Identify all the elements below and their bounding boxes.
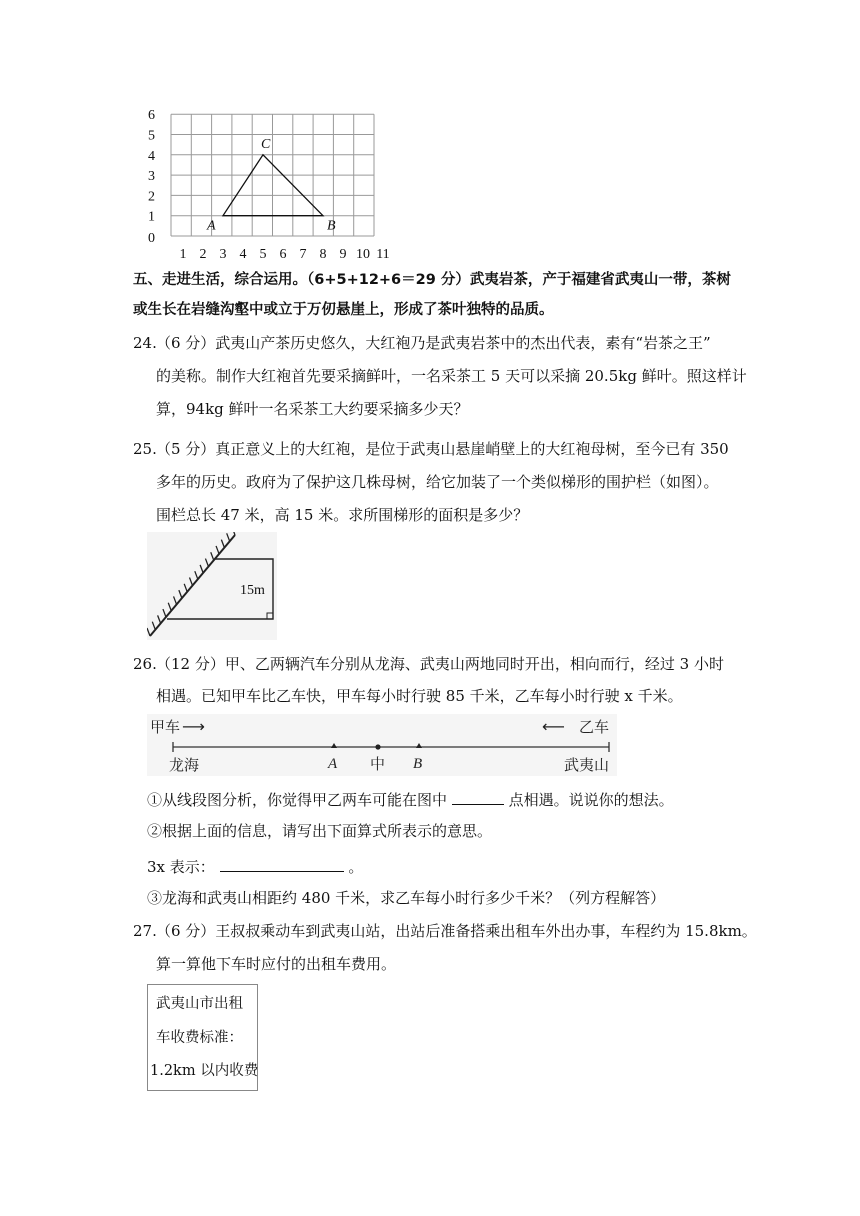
q27-number: 27. [133, 922, 157, 940]
q26-sub2: ②根据上面的信息，请写出下面算式所表示的意思。 [147, 822, 493, 840]
grid-x-tick-label: 11 [376, 247, 390, 262]
taxi-fare-line1: 武夷山市出租 [156, 996, 243, 1012]
grid-x-labels [180, 247, 390, 262]
q26-sub1-suffix: 点相遇。说说你的想法。 [508, 791, 674, 809]
q25-number: 25. [133, 440, 157, 458]
q26-line2: 相遇。已知甲车比乙车快，甲车每小时行驶 85 千米，乙车每小时行驶 x 千米。 [156, 687, 683, 705]
end-label: 武夷山 [564, 756, 610, 774]
q26-segment-diagram [147, 714, 617, 776]
q24-number: 24. [133, 334, 157, 352]
vertex-label-b: B [326, 218, 336, 234]
q24-line3: 算，94kg 鲜叶一名采茶工大约要采摘多少天？ [156, 400, 469, 418]
q24-line2: 的美称。制作大红袍首先要采摘鲜叶，一名采茶工 5 天可以采摘 20.5kg 鲜叶。照这样计 [156, 367, 747, 385]
taxi-fare-line2: 车收费标准： [156, 1030, 243, 1046]
car-b-label: 乙车 [579, 718, 610, 736]
section5-heading-line2: 或生长在岩缝沟壑中或立于万仞悬崖上，形成了茶叶独特的品质。 [133, 302, 554, 318]
grid-x-tick-label: 4 [239, 247, 247, 262]
grid-lines [171, 114, 374, 236]
grid-y-tick-label: 3 [148, 169, 155, 185]
midpoint-label: 中 [370, 755, 386, 773]
grid-x-tick-label: 9 [339, 247, 347, 262]
grid-x-tick-label: 10 [355, 247, 370, 262]
grid-y-tick-label: 6 [148, 108, 155, 124]
grid-x-tick-label: 7 [299, 247, 307, 262]
q26-sub2-expr-label: 3x 表示： [147, 858, 215, 876]
coordinate-grid-figure [140, 104, 390, 264]
taxi-fare-box [147, 984, 258, 1091]
car-b-arrow: ⟵ [542, 717, 565, 736]
q26-number: 26. [133, 655, 157, 673]
vertex-label-a: A [206, 218, 216, 234]
point-b-label: B [413, 756, 423, 772]
grid-x-tick-label: 3 [219, 247, 227, 262]
grid-y-tick-label: 5 [148, 128, 155, 144]
q26-sub2-expression [147, 855, 363, 877]
q24-line1: （6 分）武夷山产茶历史悠久，大红袍乃是武夷岩茶中的杰出代表，素有“岩茶之王” [156, 334, 711, 352]
taxi-fare-line3: 1.2km 以内收费 [150, 1063, 259, 1079]
q25-line3: 围栏总长 47 米，高 15 米。求所围梯形的面积是多少？ [156, 506, 529, 524]
grid-x-tick-label: 6 [279, 247, 287, 262]
grid-x-tick-label: 8 [319, 247, 327, 262]
point-a-label: A [328, 756, 338, 772]
grid-y-tick-label: 0 [148, 231, 155, 246]
q26-sub1 [147, 788, 674, 810]
q26-sub2-answer-blank[interactable] [220, 855, 344, 872]
q26-sub2-end: 。 [348, 858, 364, 876]
q25-line1: （5 分）真正意义上的大红袍，是位于武夷山悬崖峭壁上的大红袍母树，至今已有 350 [156, 440, 729, 458]
trapezoid-height-label: 15m [240, 583, 265, 598]
q26-sub3: ③龙海和武夷山相距约 480 千米，求乙车每小时行多少千米？（列方程解答） [147, 889, 666, 907]
q27-line1: （6 分）王叔叔乘动车到武夷山站，出站后准备搭乘出租车外出办事，车程约为 15.8km。 [156, 922, 757, 940]
section5-heading-line1: 五、走进生活，综合运用。（6+5+12+6＝29 分）武夷岩茶，产于福建省武夷山一带，茶树 [133, 272, 731, 288]
grid-x-tick-label: 1 [179, 247, 187, 262]
q26-sub1-prefix: ①从线段图分析，你觉得甲乙两车可能在图中 [147, 791, 448, 809]
grid-x-tick-label: 2 [199, 247, 207, 262]
grid-y-labels [148, 108, 155, 246]
start-label: 龙海 [169, 756, 200, 774]
midpoint-marker [375, 744, 380, 749]
q26-line1: （12 分）甲、乙两辆汽车分别从龙海、武夷山两地同时开出，相向而行，经过 3 小时 [156, 655, 724, 673]
grid-y-tick-label: 2 [148, 189, 155, 205]
q26-sub1-answer-blank[interactable] [452, 788, 504, 805]
grid-x-tick-label: 5 [259, 247, 267, 262]
grid-y-tick-label: 1 [148, 209, 155, 225]
triangle-vertex-labels [206, 137, 336, 234]
q25-trapezoid-figure [147, 532, 277, 640]
vertex-label-c: C [260, 136, 271, 152]
q25-line2: 多年的历史。政府为了保护这几株母树，给它加装了一个类似梯形的围护栏（如图）。 [156, 473, 719, 491]
grid-y-tick-label: 4 [148, 148, 155, 164]
q27-line2: 算一算他下车时应付的出租车费用。 [156, 955, 397, 973]
car-a-arrow: ⟶ [182, 717, 205, 736]
car-a-label: 甲车 [150, 718, 181, 736]
